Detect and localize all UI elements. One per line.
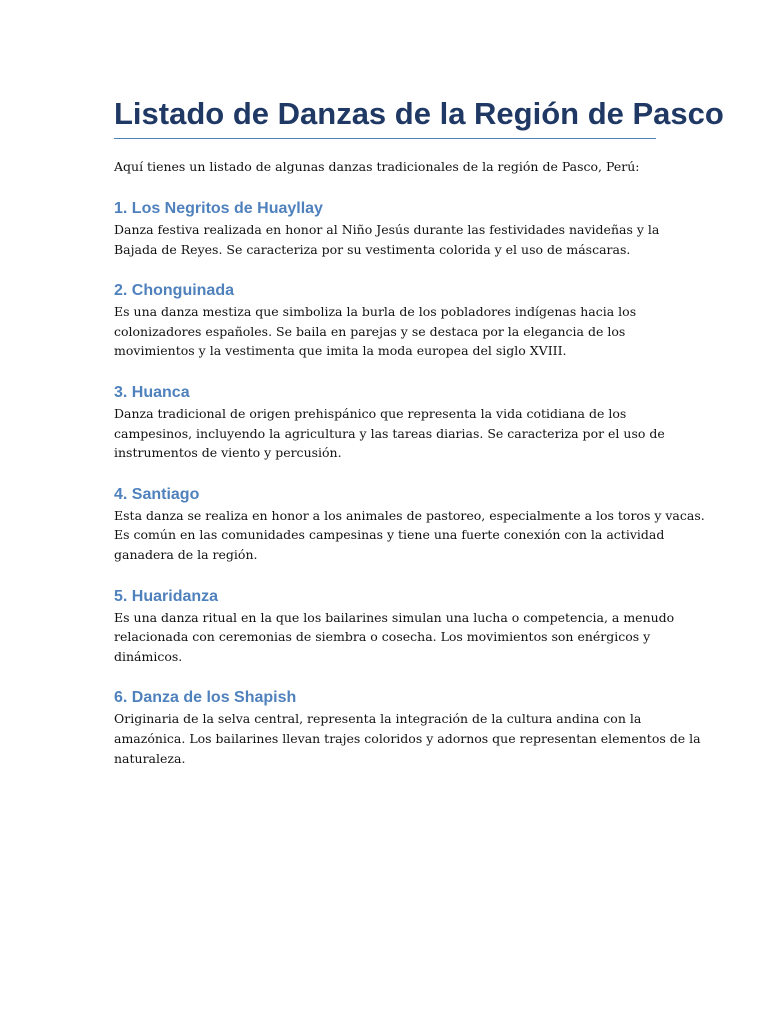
section-heading: 2. Chonguinada — [114, 282, 234, 300]
section-body — [114, 506, 705, 565]
dance-section — [114, 280, 656, 361]
section-body — [114, 302, 656, 361]
section-heading: 4. Santiago — [114, 485, 200, 503]
body-line: ganadera de la región. — [114, 546, 258, 562]
section-body — [114, 404, 665, 463]
section-heading: 6. Danza de los Shapish — [114, 689, 297, 707]
body-line: instrumentos de viento y percusión. — [114, 445, 342, 461]
body-line: movimientos y la vestimenta que imita la moda europea del siglo XVIII. — [114, 343, 567, 359]
body-line: Es una danza ritual en la que los bailarines simulan una lucha o competencia, a menudo — [114, 609, 675, 625]
body-line: Es una danza mestiza que simboliza la burla de los pobladores indígenas hacia los — [114, 304, 637, 320]
dance-section — [114, 687, 701, 768]
section-body — [114, 608, 675, 667]
document-page — [114, 92, 724, 768]
dance-section — [114, 586, 675, 667]
section-body — [114, 220, 660, 259]
body-line: colonizadores españoles. Se baila en parejas y se destaca por la elegancia de los — [114, 323, 626, 339]
section-heading: 1. Los Negritos de Huayllay — [114, 200, 323, 217]
body-line: Danza tradicional de origen prehispánico que representa la vida cotidiana de los — [114, 405, 627, 421]
dance-section — [114, 382, 665, 463]
body-line: campesinos, incluyendo la agricultura y las tareas diarias. Se caracteriza por el uso de — [114, 425, 665, 441]
section-heading: 3. Huanca — [114, 383, 190, 401]
body-line: Originaria de la selva central, representa la integración de la cultura andina con la — [114, 711, 642, 727]
section-heading: 5. Huaridanza — [114, 587, 219, 605]
body-line: Es común en las comunidades campesinas y tiene una fuerte conexión con la actividad — [114, 527, 665, 543]
body-line: Esta danza se realiza en honor a los animales de pastoreo, especialmente a los toros y vacas. — [114, 507, 705, 523]
body-line: dinámicos. — [114, 648, 183, 664]
document-title: Listado de Danzas de la Región de Pasco — [114, 92, 656, 139]
body-line: Bajada de Reyes. Se caracteriza por su vestimenta colorida y el uso de máscaras. — [114, 241, 631, 257]
body-line: amazónica. Los bailarines llevan trajes coloridos y adornos que representan elementos de la — [114, 730, 701, 746]
dance-section — [114, 484, 705, 565]
intro-paragraph: Aquí tienes un listado de algunas danzas tradicionales de la región de Pasco, Perú: — [114, 159, 640, 174]
body-line: naturaleza. — [114, 750, 186, 766]
dance-section — [114, 198, 660, 259]
body-line: relacionada con ceremonias de siembra o cosecha. Los movimientos son enérgicos y — [114, 629, 651, 645]
section-body — [114, 709, 701, 768]
body-line: Danza festiva realizada en honor al Niño Jesús durante las festividades navideñas y la — [114, 222, 660, 237]
